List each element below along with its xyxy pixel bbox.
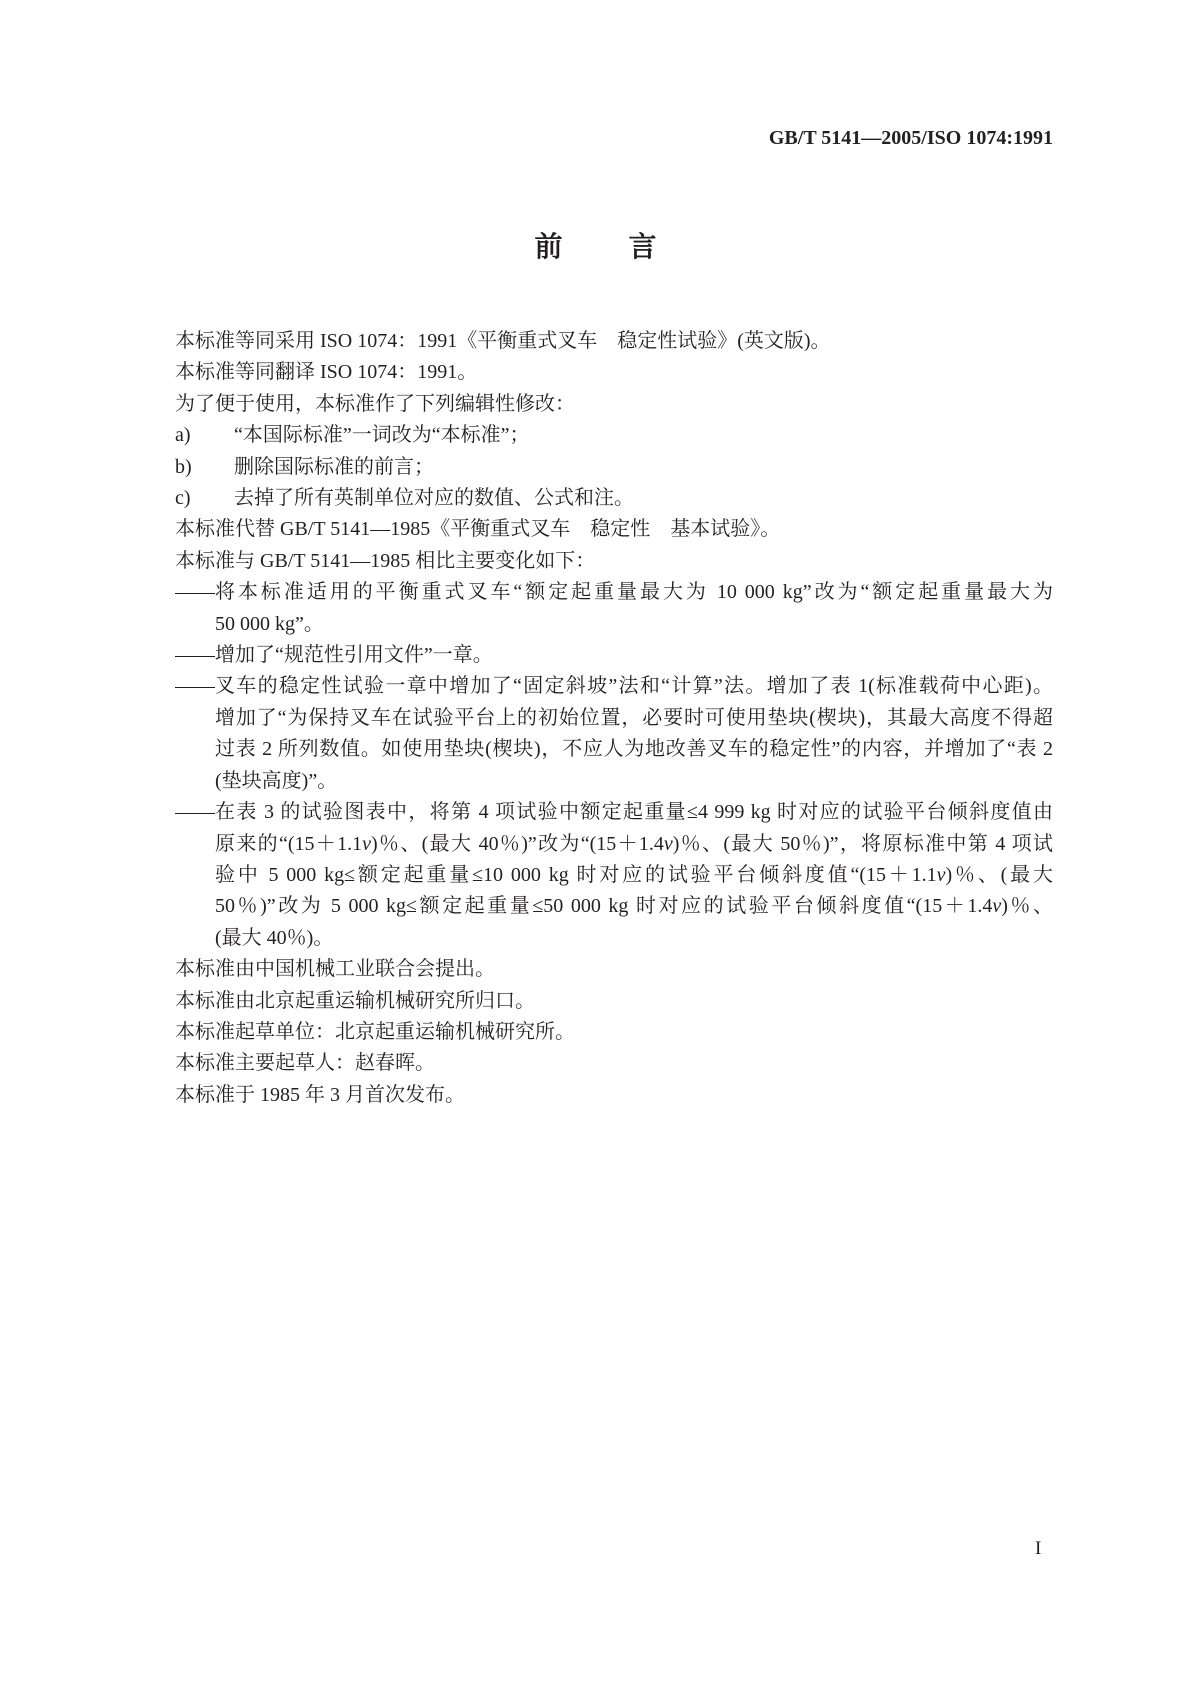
closing-line: 本标准起草单位：北京起重运输机械研究所。: [175, 1020, 575, 1043]
change-item: [175, 577, 1053, 640]
edit-item: [175, 452, 1053, 483]
change-item: [175, 640, 1053, 671]
intro-line: 本标准等同采用 ISO 1074：1991《平衡重式叉车 稳定性试验》(英文版)。: [175, 330, 831, 352]
change-line: 将本标准适用的平衡重式叉车“额定起重量最大为 10 000 kg”改为“额定起重量最大为: [215, 581, 1053, 604]
closing-line: 本标准于 1985 年 3 月首次发布。: [175, 1083, 465, 1106]
change-dash: ——: [175, 644, 215, 667]
edit-item: [175, 483, 1053, 514]
edit-text: 删除国际标准的前言；: [234, 455, 434, 478]
change-dash: ——: [175, 801, 215, 824]
closing-line: 本标准由北京起重运输机械研究所归口。: [175, 989, 535, 1012]
standard-code-header: GB/T 5141—2005/ISO 1074:1991: [768, 127, 1053, 149]
edit-label: b): [175, 455, 192, 478]
change-item: [175, 671, 1053, 797]
change-text: [215, 671, 1053, 797]
page-number: I: [1035, 1538, 1042, 1559]
edit-text: “本国际标准”一词改为“本标准”；: [234, 424, 530, 447]
page-title: 前 言: [534, 232, 676, 263]
edit-label: c): [175, 487, 191, 510]
intro-line: 为了便于使用，本标准作了下列编辑性修改：: [175, 392, 575, 415]
change-line: 50 000 kg”。: [215, 612, 324, 635]
edit-item: [175, 420, 1053, 451]
edit-text: 去掉了所有英制单位对应的数值、公式和注。: [234, 487, 634, 510]
change-item: [175, 797, 1053, 954]
intro-line: 本标准等同翻译 ISO 1074：1991。: [175, 361, 478, 384]
edit-label: a): [175, 424, 191, 447]
closing-line: 本标准主要起草人：赵春晖。: [175, 1052, 435, 1075]
change-line: 验中 5 000 kg≤额定起重量≤10 000 kg 时对应的试验平台倾斜度值“(15＋1.1v)％、(最大: [215, 863, 1053, 886]
closing-line: 本标准由中国机械工业联合会提出。: [175, 958, 495, 981]
change-text: [215, 577, 1053, 640]
foreword-body: [175, 326, 1053, 1111]
replaces-line: 本标准代替 GB/T 5141—1985《平衡重式叉车 稳定性 基本试验》。: [175, 518, 781, 541]
change-line: 在表 3 的试验图表中，将第 4 项试验中额定起重量≤4 999 kg 时对应的试验平台倾斜度值由: [215, 801, 1053, 824]
change-line: 原来的“(15＋1.1v)％、(最大 40％)”改为“(15＋1.4v)％、(最大 50％)”，将原标准中第 4 项试: [215, 832, 1054, 855]
change-text: [215, 797, 1053, 954]
change-dash: ——: [175, 675, 215, 698]
change-line: (最大 40％)。: [215, 926, 334, 949]
change-line: 过表 2 所列数值。如使用垫块(楔块)，不应人为地改善叉车的稳定性”的内容，并增加了“表 2: [215, 738, 1053, 761]
changes-intro-line: 本标准与 GB/T 5141—1985 相比主要变化如下：: [175, 549, 596, 572]
change-line: 增加了“为保持叉车在试验平台上的初始位置，必要时可使用垫块(楔块)，其最大高度不得超: [215, 706, 1053, 729]
change-line: 50％)”改为 5 000 kg≤额定起重量≤50 000 kg 时对应的试验平台倾斜度值“(15＋1.4v)％、: [215, 895, 1053, 918]
change-dash: ——: [175, 581, 215, 604]
change-text: [215, 640, 1053, 671]
change-line: (垫块高度)”。: [215, 769, 338, 792]
change-line: 叉车的稳定性试验一章中增加了“固定斜坡”法和“计算”法。增加了表 1(标准载荷中心距)。: [215, 675, 1053, 698]
change-line: 增加了“规范性引用文件”一章。: [215, 644, 493, 667]
